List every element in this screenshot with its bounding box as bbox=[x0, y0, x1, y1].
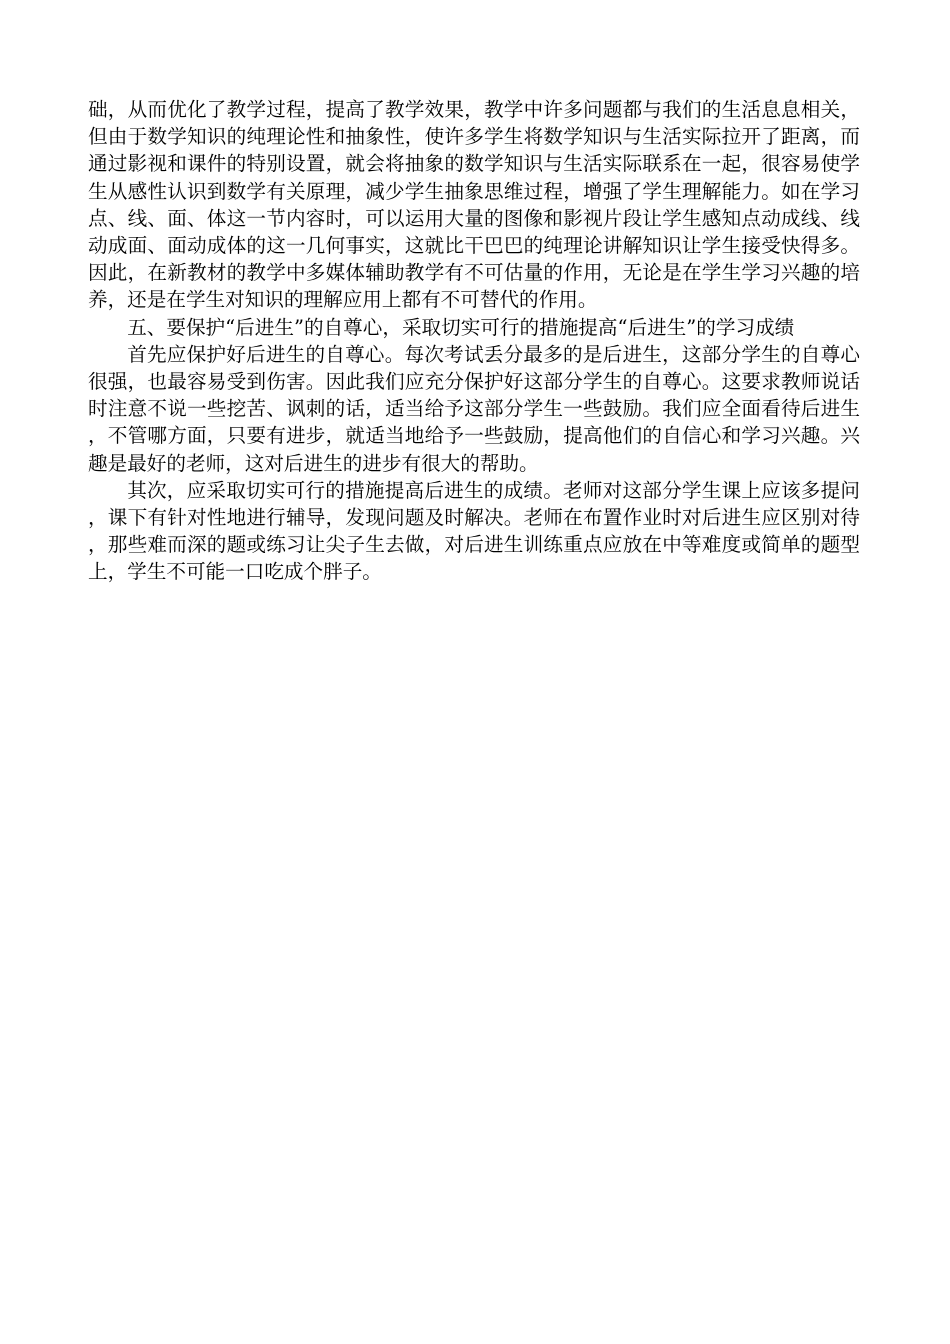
paragraph-practical-measures: 其次，应采取切实可行的措施提高后进生的成绩。老师对这部分学生课上应该多提问，课下有针对性地进行辅导，发现问题及时解决。老师在布置作业时对后进生应区别对待，那些难而深的题或练习让尖子生去做，对后进生训练重点应放在中等难度或简单的题型上，学生不可能一口吃成个胖子。 bbox=[88, 478, 860, 584]
section-heading-5: 五、要保护“后进生”的自尊心，采取切实可行的措施提高“后进生”的学习成绩 bbox=[127, 315, 795, 339]
paragraph-multimedia-benefits: 础，从而优化了教学过程，提高了教学效果，教学中许多问题都与我们的生活息息相关，但由于数学知识的纯理论性和抽象性，使许多学生将数学知识与生活实际拉开了距离，而通过影视和课件的特别设置，就会将抽象的数学知识与生活实际联系在一起，很容易使学生从感性认识到数学有关原理，减少学生抽象思维过程，增强了学生理解能力。如在学习点、线、面、体这一节内容时，可以运用大量的图像和影视片段让学生感知点动成线、线动成面、面动成体的这一几何事实，这就比干巴巴的纯理论讲解知识让学生接受快得多。因此，在新教材的教学中多媒体辅助教学有不可估量的作用，无论是在学生学习兴趣的培养，还是在学生对知识的理解应用上都有不可替代的作用。 bbox=[88, 98, 860, 312]
document-page bbox=[88, 96, 860, 586]
paragraph-protect-self-esteem: 首先应保护好后进生的自尊心。每次考试丢分最多的是后进生，这部分学生的自尊心很强，也最容易受到伤害。因此我们应充分保护好这部分学生的自尊心。这要求教师说话时注意不说一些挖苦、讽刺的话，适当给予这部分学生一些鼓励。我们应全面看待后进生，不管哪方面，只要有进步，就适当地给予一些鼓励，提高他们的自信心和学习兴趣。兴趣是最好的老师，这对后进生的进步有很大的帮助。 bbox=[88, 342, 860, 475]
